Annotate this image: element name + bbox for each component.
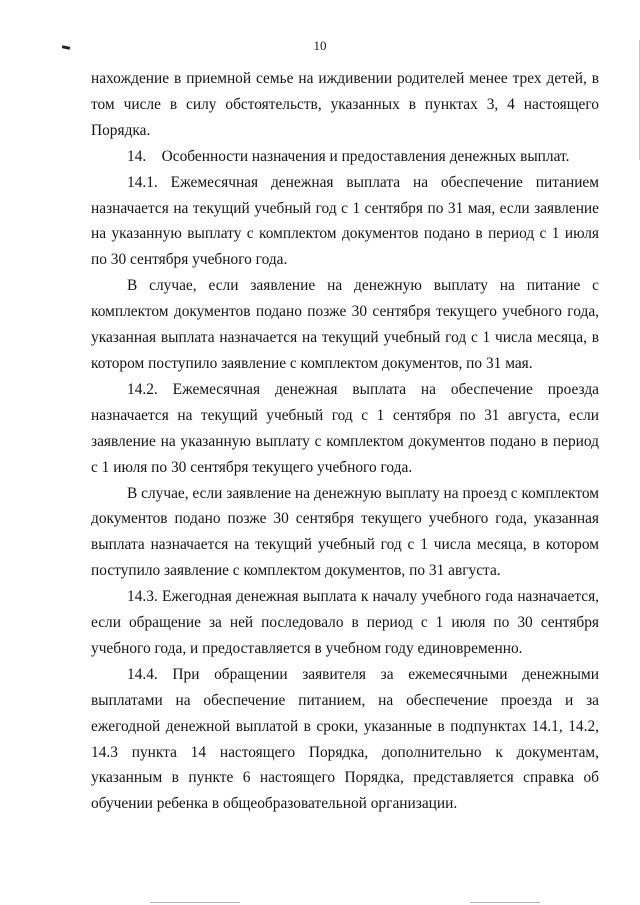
document-body	[91, 66, 599, 817]
paragraph-14-4: 14.4. При обращении заявителя за ежемесячными денежными выплатами на обеспечение питанием, на обеспечение проезда и за ежегодной денежной выплатой в сроки, указанные в подпунктах 14.1, 14.2, 14.3 пункта 14 настоящего Порядка, дополнительно к документам, указанным в пункте 6 настоящего Порядка, представляется справка об обучении ребенка в общеобразовательной организации.	[91, 665, 599, 813]
paragraph-14-2-case: В случае, если заявление на денежную выплату на проезд с комплектом документов подано позже 30 сентября текущего учебного года, указанная выплата назначается на текущий учебный год с 1 числа месяца, в котором поступило заявление с комплектом документов, по 31 августа.	[91, 484, 599, 580]
paragraph-14-2: 14.2. Ежемесячная денежная выплата на обеспечение проезда назначается на текущий учебный год с 1 сентября по 31 августа, если заявление на указанную выплату с комплектом документов подано в период с 1 июля по 30 сентября текущего учебного года.	[91, 380, 599, 476]
page-number: 10	[313, 38, 327, 53]
paragraph-continuation: нахождение в приемной семье на иждивении родителей менее трех детей, в том числе в силу обстоятельств, указанных в пунктах 3, 4 настоящего Порядка.	[91, 70, 599, 139]
scan-bottom-edge	[0, 899, 640, 905]
paragraph-14-1: 14.1. Ежемесячная денежная выплата на обеспечение питанием назначается на текущий учебный год с 1 сентября по 31 мая, если заявление на указанную выплату с комплектом документов подано в период с 1 июля по 30 сентября учебного года.	[91, 173, 599, 269]
paragraph-14-1-case: В случае, если заявление на денежную выплату на питание с комплектом документов подано позже 30 сентября текущего учебного года, указанная выплата назначается на текущий учебный год с 1 числа месяца, в котором поступило заявление с комплектом документов, по 31 мая.	[91, 277, 599, 372]
paragraph-14-3: 14.3. Ежегодная денежная выплата к началу учебного года назначается, если обращение за ней последовало в период с 1 июля по 30 сентября учебного года, и предоставляется в учебном году единовременно.	[91, 588, 599, 657]
section-heading-14: 14. Особенности назначения и предоставления денежных выплат.	[127, 147, 570, 165]
